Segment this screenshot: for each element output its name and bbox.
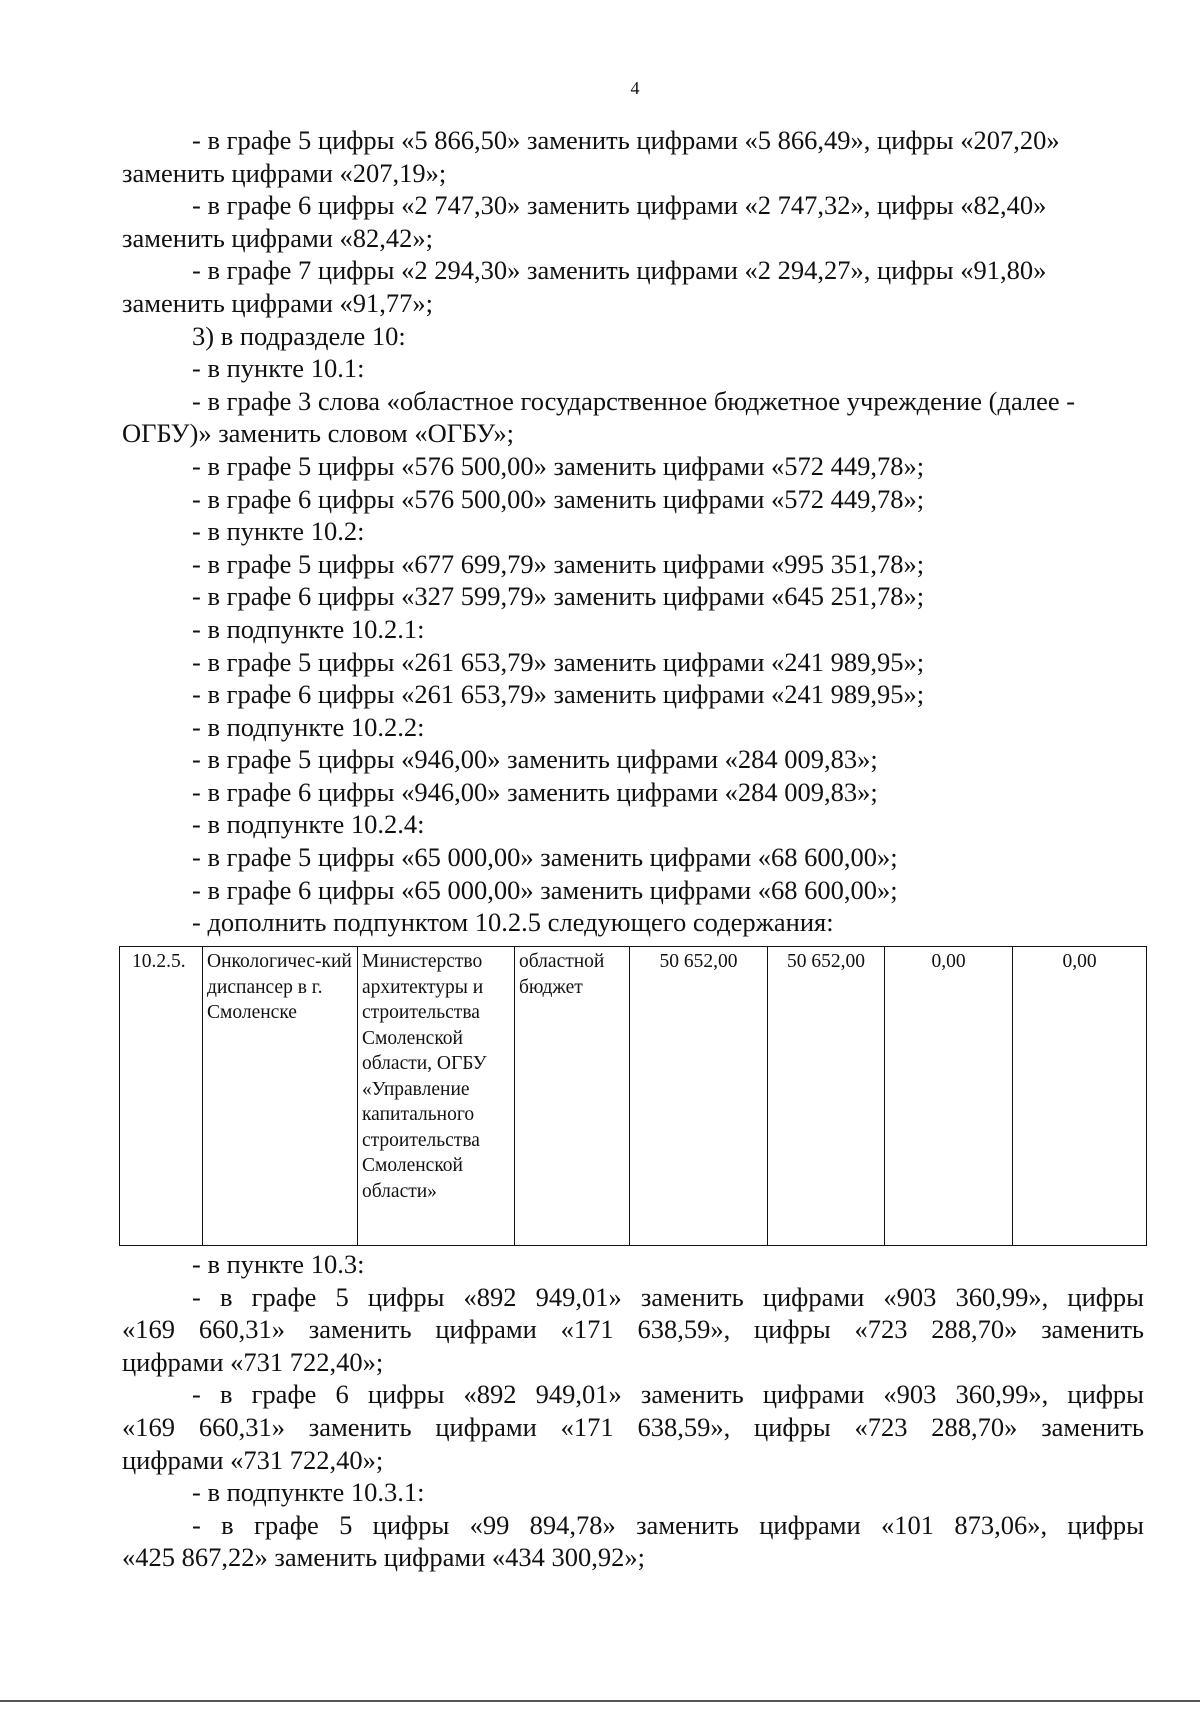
table-cell-col8: 0,00	[1013, 947, 1147, 1246]
text-line: заменить цифрами «207,19»;	[122, 157, 447, 188]
text-line: «169 660,31» заменить цифрами «171 638,59», цифры «723 288,70» заменить	[122, 1411, 1144, 1442]
text-line: ОГБУ)» заменить словом «ОГБУ»;	[122, 418, 515, 449]
text-line: - в графе 5 цифры «677 699,79» заменить цифрами «995 351,78»;	[192, 548, 925, 579]
text-line: 3) в подразделе 10:	[192, 320, 406, 351]
text-line: заменить цифрами «82,42»;	[122, 222, 434, 253]
table-cell-code: 10.2.5.	[120, 947, 203, 1246]
text-line: - в пункте 10.1:	[192, 353, 365, 384]
text-line: - в графе 6 цифры «2 747,30» заменить цифрами «2 747,32», цифры «82,40»	[192, 190, 1047, 221]
table-cell-col5: 50 652,00	[630, 947, 768, 1246]
text-line: - в графе 7 цифры «2 294,30» заменить цифрами «2 294,27», цифры «91,80»	[192, 255, 1047, 286]
scan-edge-line	[0, 1700, 1200, 1702]
text-line: цифрами «731 722,40»;	[122, 1444, 384, 1475]
text-line: - в графе 3 слова «областное государственное бюджетное учреждение (далее -	[192, 385, 1076, 416]
text-line: «425 867,22» заменить цифрами «434 300,92»;	[122, 1542, 646, 1573]
text-line: «169 660,31» заменить цифрами «171 638,59», цифры «723 288,70» заменить	[122, 1314, 1144, 1345]
text-line: - в графе 5 цифры «946,00» заменить цифрами «284 009,83»;	[192, 744, 878, 775]
table-cell-responsible: Министерство архитектуры и строительства Смоленской области, ОГБУ «Управление капитального строительства Смоленской области»	[358, 947, 515, 1246]
document-body-lower	[122, 1248, 1144, 1574]
text-line: - в графе 6 цифры «892 949,01» заменить цифрами «903 360,99», цифры	[192, 1379, 1144, 1410]
document-body-upper	[122, 124, 1144, 939]
amendment-table	[119, 946, 1147, 1246]
text-line: - в пункте 10.3:	[192, 1249, 365, 1279]
table-row	[120, 947, 1147, 1246]
text-line: - в графе 5 цифры «99 894,78» заменить цифрами «101 873,06», цифры	[192, 1509, 1144, 1540]
text-line: - в подпункте 10.2.2:	[192, 711, 425, 742]
text-line: - в графе 5 цифры «576 500,00» заменить цифрами «572 449,78»;	[192, 450, 925, 481]
text-line: - в подпункте 10.3.1:	[192, 1477, 425, 1508]
text-line: - в графе 6 цифры «261 653,79» заменить цифрами «241 989,95»;	[192, 679, 925, 710]
text-line: цифрами «731 722,40»;	[122, 1346, 384, 1377]
text-line: - дополнить подпунктом 10.2.5 следующего содержания:	[192, 907, 834, 938]
table-cell-col6: 50 652,00	[768, 947, 885, 1246]
text-line: - в графе 6 цифры «327 599,79» заменить цифрами «645 251,78»;	[192, 581, 925, 612]
text-line: - в графе 5 цифры «5 866,50» заменить цифрами «5 866,49», цифры «207,20»	[192, 125, 1060, 155]
text-line: - в пункте 10.2:	[192, 516, 365, 547]
text-line: заменить цифрами «91,77»;	[122, 287, 434, 318]
table-cell-source: областной бюджет	[515, 947, 630, 1246]
text-line: - в графе 5 цифры «65 000,00» заменить цифрами «68 600,00»;	[192, 842, 898, 873]
text-line: - в графе 5 цифры «892 949,01» заменить цифрами «903 360,99», цифры	[192, 1281, 1144, 1312]
text-line: - в графе 5 цифры «261 653,79» заменить цифрами «241 989,95»;	[192, 646, 925, 677]
page-number: 4	[630, 78, 640, 98]
table-cell-object: Онкологичес-кий диспансер в г. Смоленске	[203, 947, 358, 1246]
text-line: - в подпункте 10.2.4:	[192, 809, 425, 840]
table-cell-col7: 0,00	[885, 947, 1013, 1246]
text-line: - в подпункте 10.2.1:	[192, 613, 425, 644]
text-line: - в графе 6 цифры «946,00» заменить цифрами «284 009,83»;	[192, 776, 878, 807]
text-line: - в графе 6 цифры «65 000,00» заменить цифрами «68 600,00»;	[192, 874, 898, 905]
text-line: - в графе 6 цифры «576 500,00» заменить цифрами «572 449,78»;	[192, 483, 925, 514]
